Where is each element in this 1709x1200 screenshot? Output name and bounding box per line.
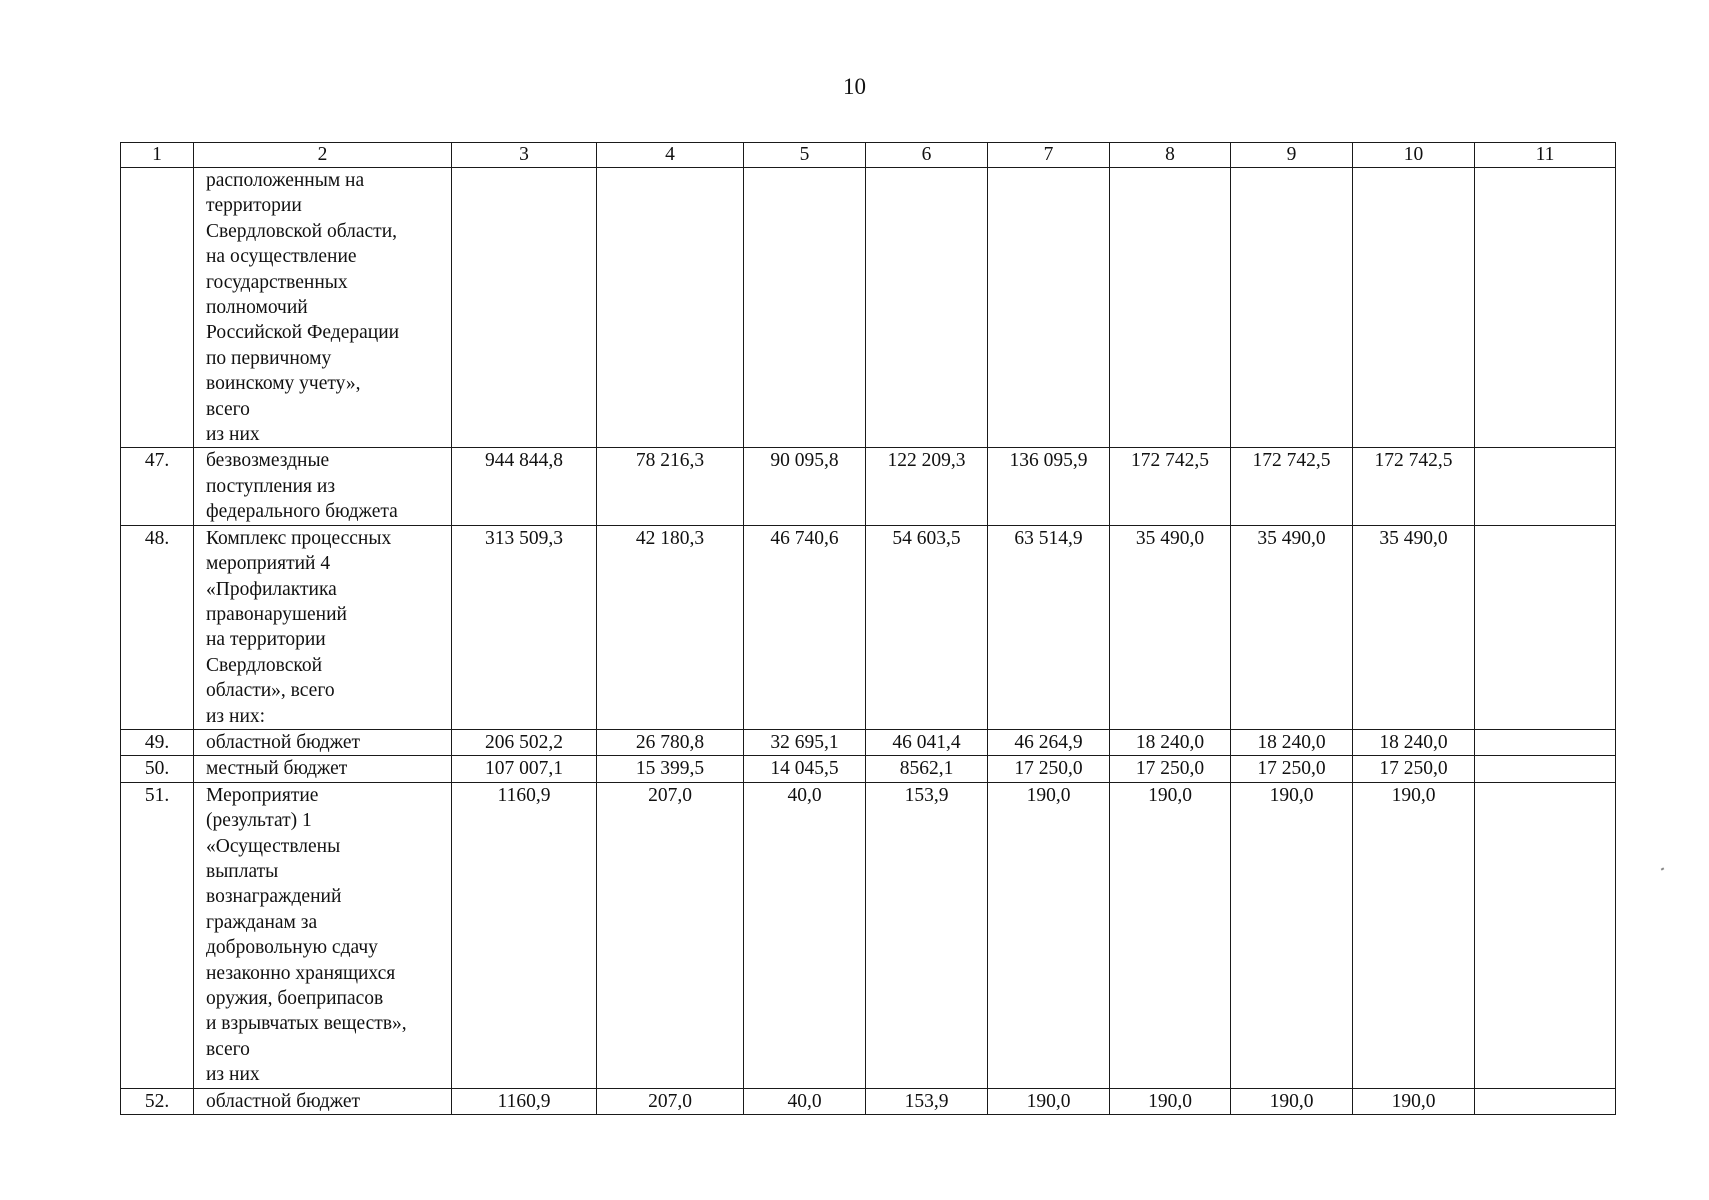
value-cell: 153,9 [866,782,988,1088]
row-name-line: территории [206,195,302,217]
value-cell: 172 742,5 [1353,448,1475,525]
row-name-line: областной бюджет [206,1090,361,1112]
row-name-line: полномочий [206,297,308,319]
value-cell [1475,168,1616,448]
table-header-row [121,143,1616,168]
row-name-line: из них: [206,705,266,727]
row-name-line: государственных [206,271,348,293]
row-number: 52. [121,1088,194,1114]
row-name-line: и взрывчатых веществ», [206,1013,407,1035]
table-row [121,525,1616,729]
value-cell [1475,782,1616,1088]
budget-table [120,142,1616,1115]
value-cell: 944 844,8 [452,448,597,525]
row-name-line: поступления из [206,475,336,497]
row-name-line: мероприятий 4 [206,553,331,575]
row-name [194,168,452,448]
value-cell: 42 180,3 [597,525,744,729]
value-cell [988,168,1110,448]
row-name-line: всего [206,1038,250,1060]
value-cell: 190,0 [988,1088,1110,1114]
value-cell [1110,168,1231,448]
row-name-line: по первичному [206,347,332,369]
row-name [194,1088,452,1114]
table-row [121,782,1616,1088]
column-header: 4 [597,143,744,168]
value-cell: 40,0 [744,1088,866,1114]
column-header: 10 [1353,143,1475,168]
row-name-line: (результат) 1 [206,810,312,832]
value-cell: 46 041,4 [866,729,988,755]
row-number: 48. [121,525,194,729]
column-header: 8 [1110,143,1231,168]
row-name-line: воинскому учету», [206,373,361,395]
column-header: 3 [452,143,597,168]
table-row [121,168,1616,448]
value-cell: 190,0 [1353,1088,1475,1114]
value-cell: 172 742,5 [1110,448,1231,525]
value-cell: 190,0 [1353,782,1475,1088]
value-cell: 14 045,5 [744,756,866,782]
value-cell: 26 780,8 [597,729,744,755]
value-cell: 153,9 [866,1088,988,1114]
value-cell: 136 095,9 [988,448,1110,525]
value-cell [1475,525,1616,729]
row-name-line: «Профилактика [206,578,337,600]
table-row [121,729,1616,755]
column-header: 2 [194,143,452,168]
value-cell: 207,0 [597,1088,744,1114]
value-cell [1475,1088,1616,1114]
row-name-line: Комплекс процессных [206,527,392,549]
row-name [194,756,452,782]
row-name-line: Свердловской [206,654,323,676]
row-name-line: безвозмездные [206,450,330,472]
row-name-line: «Осуществлены [206,835,341,857]
row-name-line: добровольную сдачу [206,937,378,959]
scan-speck [1661,867,1665,870]
row-name-line: областной бюджет [206,731,361,753]
row-name-line: из них [206,1064,260,1086]
value-cell: 35 490,0 [1231,525,1353,729]
row-name-line: из них [206,424,260,446]
value-cell: 107 007,1 [452,756,597,782]
column-header: 5 [744,143,866,168]
row-name-line: выплаты [206,860,279,882]
value-cell: 190,0 [1231,782,1353,1088]
value-cell [1475,448,1616,525]
row-name-line: оружия, боеприпасов [206,988,384,1009]
column-header: 7 [988,143,1110,168]
column-header: 1 [121,143,194,168]
column-header: 6 [866,143,988,168]
value-cell: 122 209,3 [866,448,988,525]
row-name-line: вознаграждений [206,886,342,908]
value-cell: 8562,1 [866,756,988,782]
value-cell: 17 250,0 [1353,756,1475,782]
value-cell: 190,0 [1110,782,1231,1088]
row-name-line: гражданам за [206,911,318,933]
value-cell: 1160,9 [452,782,597,1088]
value-cell [1231,168,1353,448]
row-name-line: незаконно хранящихся [206,962,396,984]
value-cell: 172 742,5 [1231,448,1353,525]
value-cell: 35 490,0 [1110,525,1231,729]
row-name [194,448,452,525]
value-cell: 206 502,2 [452,729,597,755]
value-cell: 32 695,1 [744,729,866,755]
row-name [194,525,452,729]
value-cell [1353,168,1475,448]
row-number: 50. [121,756,194,782]
value-cell: 190,0 [988,782,1110,1088]
row-name-line: федерального бюджета [206,501,398,523]
row-name-line: всего [206,398,250,420]
value-cell [1475,756,1616,782]
value-cell: 18 240,0 [1110,729,1231,755]
value-cell: 18 240,0 [1353,729,1475,755]
value-cell [452,168,597,448]
value-cell: 78 216,3 [597,448,744,525]
row-name [194,729,452,755]
row-name-line: на территории [206,629,326,651]
value-cell: 190,0 [1110,1088,1231,1114]
value-cell: 17 250,0 [988,756,1110,782]
value-cell: 46 740,6 [744,525,866,729]
row-number: 51. [121,782,194,1088]
row-name-line: области», всего [206,680,335,702]
row-name-line: расположенным на [206,170,365,191]
table-row [121,448,1616,525]
value-cell [1475,729,1616,755]
value-cell: 1160,9 [452,1088,597,1114]
value-cell: 90 095,8 [744,448,866,525]
value-cell [866,168,988,448]
value-cell: 190,0 [1231,1088,1353,1114]
row-name-line: правонарушений [206,603,347,625]
value-cell: 63 514,9 [988,525,1110,729]
page-number: 10 [843,74,866,99]
row-name-line: на осуществление [206,246,357,268]
row-name-line: местный бюджет [206,758,348,780]
row-number [121,168,194,448]
row-number: 49. [121,729,194,755]
table-row [121,756,1616,782]
value-cell: 207,0 [597,782,744,1088]
column-header: 9 [1231,143,1353,168]
value-cell: 15 399,5 [597,756,744,782]
value-cell [744,168,866,448]
value-cell: 54 603,5 [866,525,988,729]
value-cell: 17 250,0 [1231,756,1353,782]
value-cell: 35 490,0 [1353,525,1475,729]
row-number: 47. [121,448,194,525]
table-row [121,1088,1616,1114]
value-cell: 40,0 [744,782,866,1088]
value-cell [597,168,744,448]
row-name [194,782,452,1088]
value-cell: 18 240,0 [1231,729,1353,755]
row-name-line: Свердловской области, [206,220,398,242]
row-name-line: Мероприятие [206,784,319,806]
value-cell: 46 264,9 [988,729,1110,755]
column-header: 11 [1475,143,1616,168]
value-cell: 17 250,0 [1110,756,1231,782]
value-cell: 313 509,3 [452,525,597,729]
row-name-line: Российской Федерации [206,322,400,344]
table-body [121,168,1616,1115]
